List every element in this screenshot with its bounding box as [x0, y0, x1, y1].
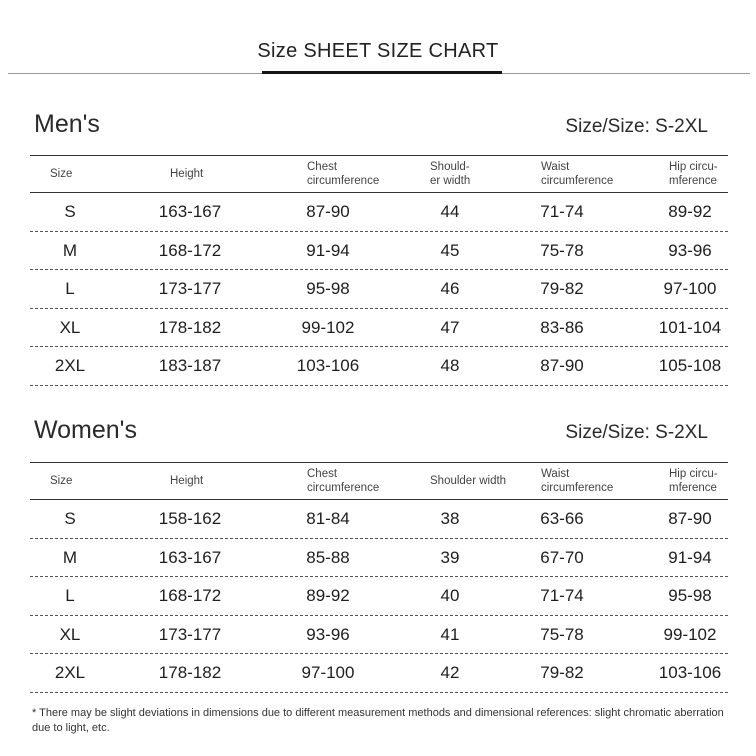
cell-height: 168-172 — [158, 586, 222, 606]
header-size — [50, 463, 72, 499]
cell-chest: 97-100 — [301, 663, 355, 683]
header-chest-line1: Chest — [307, 161, 338, 173]
cell-waist: 79-82 — [540, 663, 584, 683]
header-waist-line1: Waist — [541, 468, 570, 480]
cell-size: XL — [59, 317, 81, 337]
table-row — [30, 232, 728, 271]
cell-hip: 93-96 — [668, 240, 712, 260]
page-title: Size SHEET SIZE CHART — [257, 40, 499, 62]
cell-chest: 95-98 — [306, 279, 350, 299]
mens-table-header — [30, 155, 728, 193]
header-shoulder-line1: Should- — [430, 161, 470, 173]
mens-size-table — [30, 155, 728, 386]
womens-section-title: Women's — [34, 416, 137, 444]
cell-height: 163-167 — [158, 547, 222, 567]
header-height — [170, 463, 203, 499]
cell-chest: 87-90 — [306, 202, 350, 221]
cell-waist: 79-82 — [540, 279, 584, 299]
cell-shoulder: 40 — [440, 586, 460, 606]
mens-section-title: Men's — [34, 110, 100, 138]
cell-waist: 75-78 — [540, 624, 584, 644]
cell-height: 173-177 — [158, 624, 222, 644]
header-chest-line2: circumference — [307, 175, 380, 187]
header-waist-line2: circumference — [541, 175, 614, 187]
cell-size: M — [62, 240, 78, 260]
cell-chest: 93-96 — [306, 624, 350, 644]
header-height-line1: Height — [170, 168, 204, 180]
cell-hip: 99-102 — [663, 624, 717, 644]
cell-size: XL — [59, 624, 81, 644]
cell-hip: 87-90 — [668, 509, 712, 528]
header-hip — [669, 463, 718, 499]
cell-size: L — [65, 586, 75, 606]
table-row — [30, 577, 728, 616]
cell-size: L — [65, 279, 75, 299]
header-waist — [541, 463, 613, 499]
header-shoulder-line1: Shoulder width — [430, 475, 507, 487]
cell-hip: 95-98 — [668, 586, 712, 606]
cell-shoulder: 44 — [440, 202, 460, 221]
cell-height: 178-182 — [158, 317, 222, 337]
cell-chest: 99-102 — [301, 317, 355, 337]
header-shoulder-line2: er width — [430, 175, 471, 187]
cell-shoulder: 46 — [440, 279, 460, 299]
table-row — [30, 500, 728, 539]
header-waist — [541, 156, 613, 192]
cell-waist: 71-74 — [540, 202, 584, 221]
table-row — [30, 347, 728, 386]
cell-shoulder: 45 — [440, 240, 460, 260]
header-hip-line2: mference — [669, 175, 717, 187]
mens-size-section — [30, 110, 728, 148]
mens-size-range: Size/Size: S-2XL — [565, 116, 708, 137]
cell-height: 173-177 — [158, 279, 222, 299]
cell-size: 2XL — [54, 356, 86, 376]
table-row — [30, 270, 728, 309]
cell-hip: 101-104 — [658, 317, 722, 337]
cell-hip: 105-108 — [658, 356, 722, 376]
header-height-line1: Height — [170, 475, 204, 487]
cell-height: 158-162 — [158, 509, 222, 528]
cell-height: 163-167 — [158, 202, 222, 221]
cell-shoulder: 38 — [440, 509, 460, 528]
header-size-line1: Size — [50, 475, 73, 487]
womens-table-header — [30, 462, 728, 500]
table-row — [30, 309, 728, 348]
table-row — [30, 539, 728, 578]
cell-waist: 63-66 — [540, 509, 584, 528]
cell-shoulder: 48 — [440, 356, 460, 376]
header-chest-line1: Chest — [307, 468, 338, 480]
header-chest — [307, 156, 379, 192]
cell-chest: 91-94 — [306, 240, 350, 260]
cell-shoulder: 39 — [440, 547, 460, 567]
cell-waist: 83-86 — [540, 317, 584, 337]
cell-waist: 75-78 — [540, 240, 584, 260]
cell-height: 168-172 — [158, 240, 222, 260]
cell-size: 2XL — [54, 663, 86, 683]
table-row — [30, 616, 728, 655]
cell-waist: 67-70 — [540, 547, 584, 567]
header-shoulder — [430, 463, 506, 499]
header-height — [170, 156, 203, 192]
cell-hip: 89-92 — [668, 202, 712, 221]
cell-waist: 87-90 — [540, 356, 584, 376]
cell-size: M — [62, 547, 78, 567]
cell-height: 178-182 — [158, 663, 222, 683]
header-hip-line1: Hip circu- — [669, 161, 718, 173]
cell-shoulder: 47 — [440, 317, 460, 337]
header-waist-line2: circumference — [541, 482, 614, 494]
cell-size: S — [64, 509, 76, 528]
header-hip — [669, 156, 718, 192]
header-hip-line1: Hip circu- — [669, 468, 718, 480]
cell-hip: 97-100 — [663, 279, 717, 299]
cell-hip: 103-106 — [658, 663, 722, 683]
cell-chest: 103-106 — [296, 356, 360, 376]
cell-chest: 81-84 — [306, 509, 350, 528]
header-waist-line1: Waist — [541, 161, 570, 173]
header-chest — [307, 463, 379, 499]
header-shoulder — [430, 156, 470, 192]
header-chest-line2: circumference — [307, 482, 380, 494]
cell-chest: 85-88 — [306, 547, 350, 567]
cell-size: S — [64, 202, 76, 221]
title-underline-accent — [262, 71, 502, 74]
table-row — [30, 654, 728, 693]
measurement-footnote: * There may be slight deviations in dimensions due to different measurement methods and dimensional references: slight chromatic aberration due to light, etc. — [32, 707, 724, 734]
header-size-line1: Size — [50, 168, 73, 180]
header-size — [50, 156, 72, 192]
cell-shoulder: 41 — [440, 624, 460, 644]
cell-hip: 91-94 — [668, 547, 712, 567]
table-row — [30, 193, 728, 232]
womens-size-table — [30, 462, 728, 693]
cell-waist: 71-74 — [540, 586, 584, 606]
cell-chest: 89-92 — [306, 586, 350, 606]
cell-shoulder: 42 — [440, 663, 460, 683]
womens-size-section — [30, 416, 728, 454]
womens-size-range: Size/Size: S-2XL — [565, 422, 708, 443]
header-hip-line2: mference — [669, 482, 717, 494]
cell-height: 183-187 — [158, 356, 222, 376]
